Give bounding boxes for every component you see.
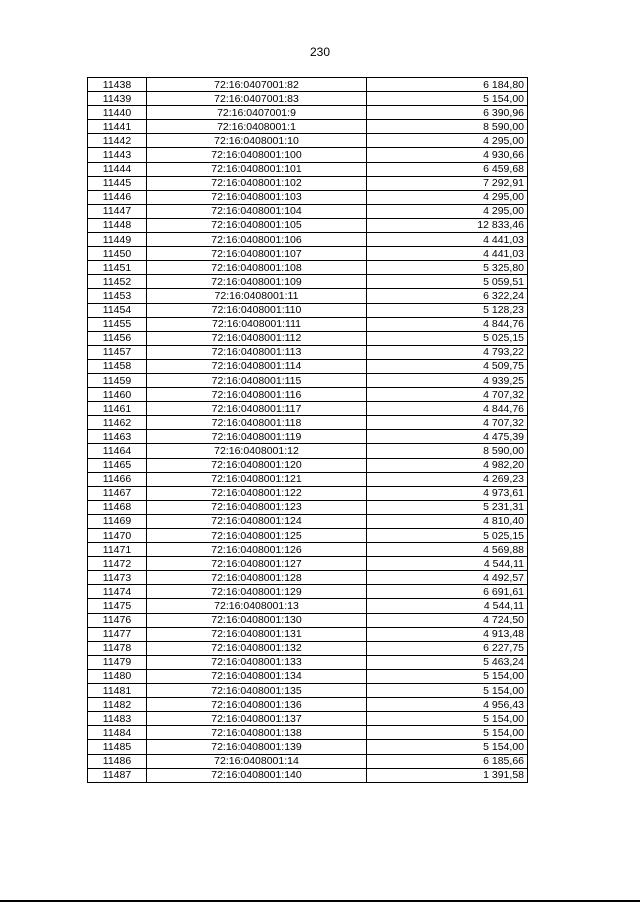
row-number-cell: 11487 <box>88 768 147 782</box>
cadastral-number-cell: 72:16:0408001:100 <box>147 148 367 162</box>
cadastral-number-cell: 72:16:0408001:104 <box>147 204 367 218</box>
cadastral-number-cell: 72:16:0408001:138 <box>147 726 367 740</box>
table-row <box>88 317 528 331</box>
row-number-cell: 11465 <box>88 458 147 472</box>
cadastral-number-cell: 72:16:0408001:115 <box>147 373 367 387</box>
value-cell: 6 184,80 <box>367 78 528 92</box>
row-number-cell: 11476 <box>88 613 147 627</box>
value-cell: 4 973,61 <box>367 486 528 500</box>
table-row <box>88 529 528 543</box>
cadastral-number-cell: 72:16:0408001:11 <box>147 289 367 303</box>
table-row <box>88 176 528 190</box>
row-number-cell: 11474 <box>88 585 147 599</box>
row-number-cell: 11438 <box>88 78 147 92</box>
value-cell: 4 793,22 <box>367 345 528 359</box>
bottom-rule <box>0 900 640 902</box>
row-number-cell: 11454 <box>88 303 147 317</box>
value-cell: 4 441,03 <box>367 247 528 261</box>
value-cell: 5 154,00 <box>367 712 528 726</box>
value-cell: 5 128,23 <box>367 303 528 317</box>
row-number-cell: 11485 <box>88 740 147 754</box>
row-number-cell: 11445 <box>88 176 147 190</box>
row-number-cell: 11449 <box>88 233 147 247</box>
value-cell: 5 154,00 <box>367 726 528 740</box>
cadastral-number-cell: 72:16:0408001:128 <box>147 571 367 585</box>
value-cell: 5 154,00 <box>367 684 528 698</box>
cadastral-number-cell: 72:16:0408001:123 <box>147 500 367 514</box>
table-row <box>88 134 528 148</box>
table-row <box>88 627 528 641</box>
table-row <box>88 486 528 500</box>
row-number-cell: 11472 <box>88 557 147 571</box>
cadastral-number-cell: 72:16:0408001:117 <box>147 402 367 416</box>
cadastral-number-cell: 72:16:0408001:119 <box>147 430 367 444</box>
table-row <box>88 430 528 444</box>
table-row <box>88 698 528 712</box>
value-cell: 4 707,32 <box>367 388 528 402</box>
row-number-cell: 11484 <box>88 726 147 740</box>
cadastral-number-cell: 72:16:0408001:109 <box>147 275 367 289</box>
row-number-cell: 11467 <box>88 486 147 500</box>
table-row <box>88 740 528 754</box>
cadastral-number-cell: 72:16:0408001:125 <box>147 529 367 543</box>
row-number-cell: 11473 <box>88 571 147 585</box>
table-row <box>88 613 528 627</box>
row-number-cell: 11462 <box>88 416 147 430</box>
row-number-cell: 11466 <box>88 472 147 486</box>
table-row <box>88 303 528 317</box>
cadastral-number-cell: 72:16:0408001:112 <box>147 331 367 345</box>
cadastral-number-cell: 72:16:0408001:118 <box>147 416 367 430</box>
value-cell: 4 844,76 <box>367 402 528 416</box>
value-cell: 4 956,43 <box>367 698 528 712</box>
value-cell: 4 492,57 <box>367 571 528 585</box>
cadastral-number-cell: 72:16:0408001:12 <box>147 444 367 458</box>
table-row <box>88 543 528 557</box>
row-number-cell: 11460 <box>88 388 147 402</box>
cadastral-number-cell: 72:16:0408001:103 <box>147 190 367 204</box>
row-number-cell: 11455 <box>88 317 147 331</box>
value-cell: 5 325,80 <box>367 261 528 275</box>
table-row <box>88 331 528 345</box>
table-row <box>88 754 528 768</box>
table-row <box>88 289 528 303</box>
value-cell: 4 475,39 <box>367 430 528 444</box>
table-row <box>88 78 528 92</box>
value-cell: 1 391,58 <box>367 768 528 782</box>
table-row <box>88 106 528 120</box>
row-number-cell: 11451 <box>88 261 147 275</box>
value-cell: 6 691,61 <box>367 585 528 599</box>
value-cell: 5 025,15 <box>367 331 528 345</box>
row-number-cell: 11447 <box>88 204 147 218</box>
cadastral-number-cell: 72:16:0408001:131 <box>147 627 367 641</box>
value-cell: 5 025,15 <box>367 529 528 543</box>
cadastral-number-cell: 72:16:0408001:108 <box>147 261 367 275</box>
row-number-cell: 11452 <box>88 275 147 289</box>
value-cell: 4 544,11 <box>367 557 528 571</box>
cadastral-number-cell: 72:16:0408001:110 <box>147 303 367 317</box>
row-number-cell: 11486 <box>88 754 147 768</box>
value-cell: 4 295,00 <box>367 134 528 148</box>
value-cell: 6 185,66 <box>367 754 528 768</box>
value-cell: 4 509,75 <box>367 359 528 373</box>
table-row <box>88 571 528 585</box>
value-cell: 6 390,96 <box>367 106 528 120</box>
table-row <box>88 204 528 218</box>
value-cell: 8 590,00 <box>367 120 528 134</box>
table-row <box>88 669 528 683</box>
value-cell: 6 459,68 <box>367 162 528 176</box>
row-number-cell: 11440 <box>88 106 147 120</box>
cadastral-number-cell: 72:16:0408001:121 <box>147 472 367 486</box>
cadastral-number-cell: 72:16:0408001:116 <box>147 388 367 402</box>
value-cell: 4 544,11 <box>367 599 528 613</box>
value-cell: 5 059,51 <box>367 275 528 289</box>
table-row <box>88 557 528 571</box>
table-row <box>88 261 528 275</box>
row-number-cell: 11463 <box>88 430 147 444</box>
cadastral-number-cell: 72:16:0408001:133 <box>147 655 367 669</box>
cadastral-number-cell: 72:16:0408001:136 <box>147 698 367 712</box>
value-cell: 12 833,46 <box>367 218 528 232</box>
row-number-cell: 11483 <box>88 712 147 726</box>
value-cell: 5 154,00 <box>367 669 528 683</box>
table-row <box>88 712 528 726</box>
row-number-cell: 11444 <box>88 162 147 176</box>
table-row <box>88 655 528 669</box>
row-number-cell: 11478 <box>88 641 147 655</box>
table-row <box>88 402 528 416</box>
page-number: 230 <box>309 45 331 59</box>
table-row <box>88 359 528 373</box>
cadastral-number-cell: 72:16:0408001:1 <box>147 120 367 134</box>
row-number-cell: 11479 <box>88 655 147 669</box>
table-row <box>88 190 528 204</box>
value-cell: 4 295,00 <box>367 190 528 204</box>
row-number-cell: 11439 <box>88 92 147 106</box>
table-row <box>88 514 528 528</box>
row-number-cell: 11477 <box>88 627 147 641</box>
table-row <box>88 162 528 176</box>
value-cell: 4 724,50 <box>367 613 528 627</box>
row-number-cell: 11468 <box>88 500 147 514</box>
value-cell: 5 154,00 <box>367 92 528 106</box>
cadastral-number-cell: 72:16:0408001:134 <box>147 669 367 683</box>
table-row <box>88 247 528 261</box>
table-row <box>88 388 528 402</box>
cadastral-number-cell: 72:16:0407001:9 <box>147 106 367 120</box>
value-cell: 6 322,24 <box>367 289 528 303</box>
table-row <box>88 120 528 134</box>
value-cell: 4 295,00 <box>367 204 528 218</box>
table-row <box>88 599 528 613</box>
cadastral-number-cell: 72:16:0408001:102 <box>147 176 367 190</box>
row-number-cell: 11448 <box>88 218 147 232</box>
cadastral-number-cell: 72:16:0407001:82 <box>147 78 367 92</box>
row-number-cell: 11461 <box>88 402 147 416</box>
cadastral-number-cell: 72:16:0408001:111 <box>147 317 367 331</box>
registry-table-body <box>88 78 528 783</box>
table-row <box>88 472 528 486</box>
cadastral-number-cell: 72:16:0408001:13 <box>147 599 367 613</box>
cadastral-number-cell: 72:16:0408001:132 <box>147 641 367 655</box>
cadastral-number-cell: 72:16:0408001:135 <box>147 684 367 698</box>
table-row <box>88 416 528 430</box>
table-row <box>88 148 528 162</box>
cadastral-number-cell: 72:16:0408001:101 <box>147 162 367 176</box>
row-number-cell: 11443 <box>88 148 147 162</box>
cadastral-number-cell: 72:16:0407001:83 <box>147 92 367 106</box>
row-number-cell: 11458 <box>88 359 147 373</box>
table-row <box>88 684 528 698</box>
row-number-cell: 11475 <box>88 599 147 613</box>
registry-table <box>87 77 528 783</box>
cadastral-number-cell: 72:16:0408001:124 <box>147 514 367 528</box>
cadastral-number-cell: 72:16:0408001:10 <box>147 134 367 148</box>
cadastral-number-cell: 72:16:0408001:122 <box>147 486 367 500</box>
row-number-cell: 11470 <box>88 529 147 543</box>
cadastral-number-cell: 72:16:0408001:140 <box>147 768 367 782</box>
row-number-cell: 11482 <box>88 698 147 712</box>
value-cell: 4 707,32 <box>367 416 528 430</box>
table-row <box>88 373 528 387</box>
row-number-cell: 11481 <box>88 684 147 698</box>
row-number-cell: 11456 <box>88 331 147 345</box>
value-cell: 7 292,91 <box>367 176 528 190</box>
table-row <box>88 768 528 782</box>
table-row <box>88 233 528 247</box>
cadastral-number-cell: 72:16:0408001:113 <box>147 345 367 359</box>
row-number-cell: 11441 <box>88 120 147 134</box>
value-cell: 4 441,03 <box>367 233 528 247</box>
cadastral-number-cell: 72:16:0408001:114 <box>147 359 367 373</box>
value-cell: 4 930,66 <box>367 148 528 162</box>
cadastral-number-cell: 72:16:0408001:139 <box>147 740 367 754</box>
value-cell: 5 154,00 <box>367 740 528 754</box>
row-number-cell: 11471 <box>88 543 147 557</box>
cadastral-number-cell: 72:16:0408001:107 <box>147 247 367 261</box>
table-row <box>88 641 528 655</box>
cadastral-number-cell: 72:16:0408001:127 <box>147 557 367 571</box>
table-row <box>88 726 528 740</box>
table-row <box>88 458 528 472</box>
cadastral-number-cell: 72:16:0408001:106 <box>147 233 367 247</box>
value-cell: 4 269,23 <box>367 472 528 486</box>
value-cell: 4 982,20 <box>367 458 528 472</box>
table-row <box>88 585 528 599</box>
cadastral-number-cell: 72:16:0408001:137 <box>147 712 367 726</box>
row-number-cell: 11480 <box>88 669 147 683</box>
row-number-cell: 11446 <box>88 190 147 204</box>
row-number-cell: 11464 <box>88 444 147 458</box>
value-cell: 8 590,00 <box>367 444 528 458</box>
table-row <box>88 500 528 514</box>
value-cell: 4 939,25 <box>367 373 528 387</box>
row-number-cell: 11442 <box>88 134 147 148</box>
cadastral-number-cell: 72:16:0408001:129 <box>147 585 367 599</box>
value-cell: 4 913,48 <box>367 627 528 641</box>
cadastral-number-cell: 72:16:0408001:130 <box>147 613 367 627</box>
row-number-cell: 11459 <box>88 373 147 387</box>
table-row <box>88 218 528 232</box>
value-cell: 4 810,40 <box>367 514 528 528</box>
row-number-cell: 11469 <box>88 514 147 528</box>
table-row <box>88 92 528 106</box>
value-cell: 5 231,31 <box>367 500 528 514</box>
cadastral-number-cell: 72:16:0408001:14 <box>147 754 367 768</box>
value-cell: 4 569,88 <box>367 543 528 557</box>
cadastral-number-cell: 72:16:0408001:105 <box>147 218 367 232</box>
value-cell: 4 844,76 <box>367 317 528 331</box>
row-number-cell: 11453 <box>88 289 147 303</box>
cadastral-number-cell: 72:16:0408001:120 <box>147 458 367 472</box>
table-row <box>88 444 528 458</box>
table-row <box>88 345 528 359</box>
table-row <box>88 275 528 289</box>
cadastral-number-cell: 72:16:0408001:126 <box>147 543 367 557</box>
value-cell: 5 463,24 <box>367 655 528 669</box>
row-number-cell: 11457 <box>88 345 147 359</box>
row-number-cell: 11450 <box>88 247 147 261</box>
value-cell: 6 227,75 <box>367 641 528 655</box>
